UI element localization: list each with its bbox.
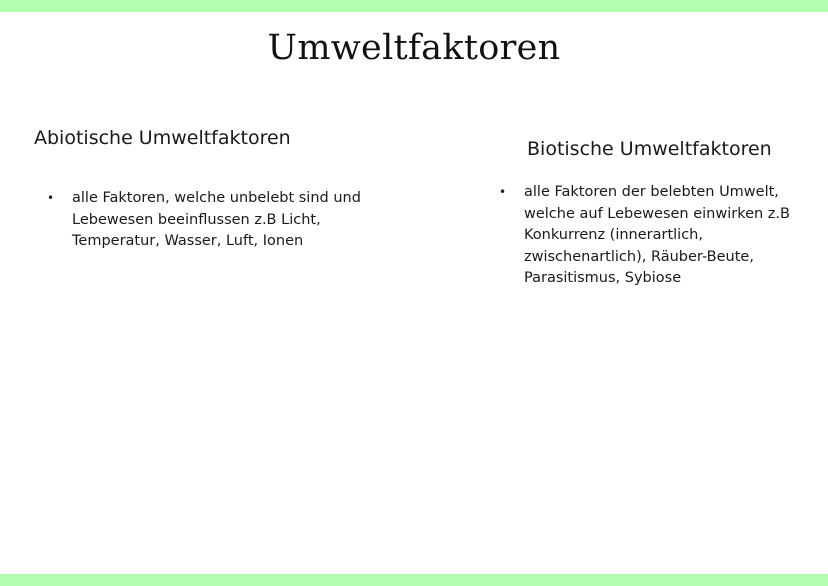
biotic-bullet-text: alle Faktoren der belebten Umwelt, welche auf Lebewesen einwirken z.B Konkurrenz (innerartlich, zwischenartlich), Räuber-Beute, Parasitismus, Sybiose — [524, 184, 790, 286]
abiotic-bullet-list — [47, 188, 392, 253]
abiotic-bullet-item — [47, 188, 392, 253]
bullet-icon: • — [499, 185, 507, 199]
biotic-heading: Biotische Umweltfaktoren — [527, 138, 772, 160]
bullet-icon: • — [47, 191, 55, 205]
abiotic-heading: Abiotische Umweltfaktoren — [34, 127, 291, 149]
bottom-green-band — [0, 574, 828, 586]
abiotic-bullet-text: alle Faktoren, welche unbelebt sind und Lebewesen beeinflussen z.B Licht, Temperatur, Wasser, Luft, Ionen — [72, 190, 361, 249]
top-green-band — [0, 0, 828, 12]
biotic-bullet-list — [499, 182, 814, 290]
biotic-bullet-item — [499, 182, 814, 290]
slide-title: Umweltfaktoren — [267, 28, 561, 68]
